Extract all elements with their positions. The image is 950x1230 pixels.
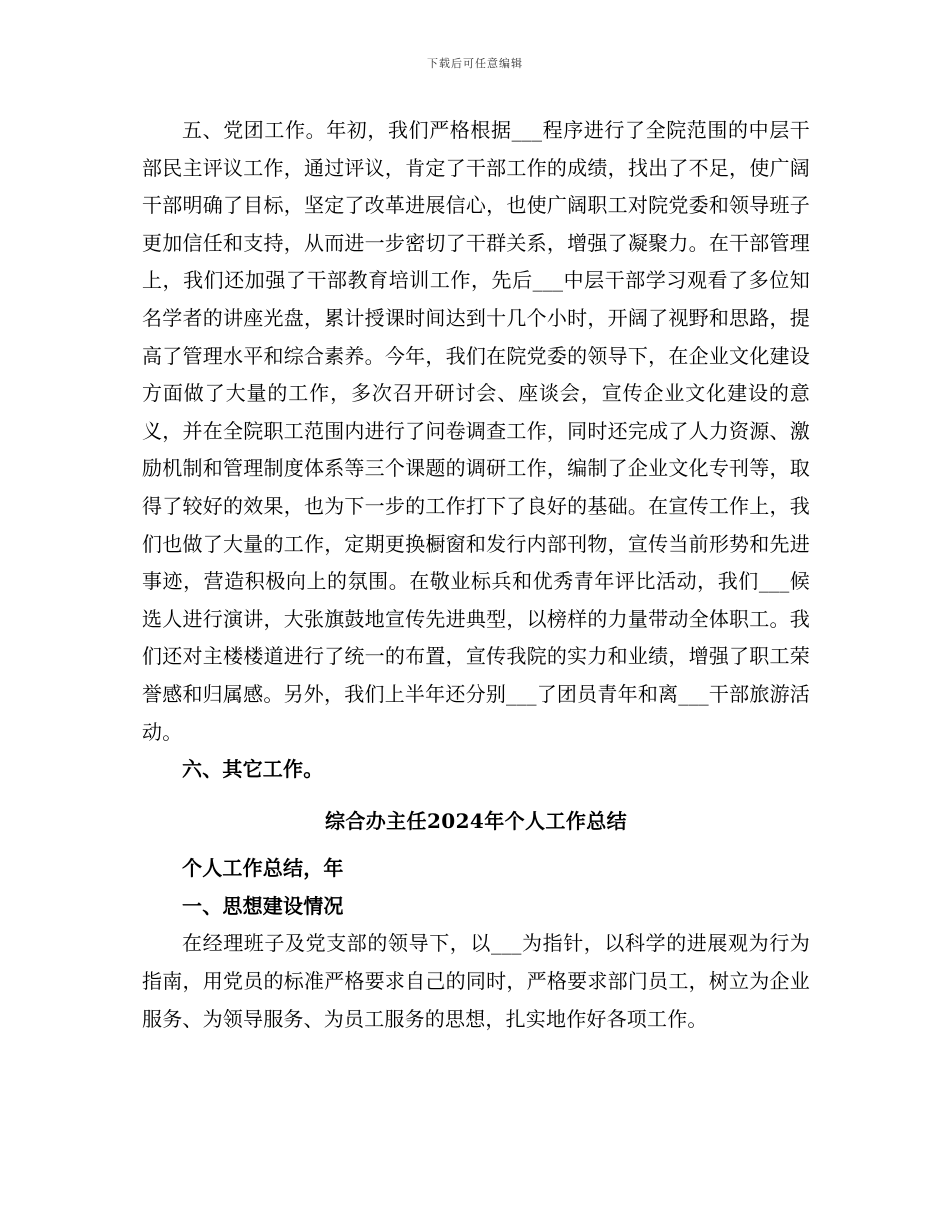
- header-note: 下载后可任意编辑: [427, 57, 523, 70]
- section-six-heading: 六、其它工作。: [182, 757, 324, 782]
- document-title: 综合办主任2024年个人工作总结: [324, 808, 628, 833]
- section-five-paragraph: 五、党团工作。年初，我们严格根据___程序进行了全院范围的中层干部民主评议工作，通过评议，肯定了干部工作的成绩，找出了不足，使广阔干部明确了目标，坚定了改革进展信心，也使广阔职工对院党委和领导班子更加信任和支持，从而进一步密切了干群关系，增强了凝聚力。在干部管理上，我们还加强了干部教育培训工作，先后___中层干部学习观看了多位知名学者的讲座光盘，累计授课时间达到十几个小时，开阔了视野和思路，提高了管理水平和综合素养。今年，我们在院党委的领导下，在企业文化建设方面做了大量的工作，多次召开研讨会、座谈会，宣传企业文化建设的意义，并在全院职工范围内进行了问卷调查工作，同时还完成了人力资源、激励机制和管理制度体系等三个课题的调研工作，编制了企业文化专刊等，取得了较好的效果，也为下一步的工作打下了良好的基础。在宣传工作上，我们也做了大量的工作，定期更换橱窗和发行内部刊物，宣传当前形势和先进事迹，营造积极向上的氛围。在敬业标兵和优秀青年评比活动，我们___候选人进行演讲，大张旗鼓地宣传先进典型，以榜样的力量带动全体职工。我们还对主楼楼道进行了统一的布置，宣传我院的实力和业绩，增强了职工荣誉感和归属感。另外，我们上半年还分别___了团员青年和离___干部旅游活动。: [142, 118, 810, 744]
- document-body: [142, 112, 810, 1038]
- section-one-heading: 一、思想建设情况: [182, 893, 344, 918]
- subtitle: 个人工作总结，年: [182, 856, 344, 881]
- section-one-paragraph: 在经理班子及党支部的领导下，以___为指针，以科学的进展观为行为指南，用党员的标准严格要求自己的同时，严格要求部门员工，树立为企业服务、为领导服务、为员工服务的思想，扎实地作好各项工作。: [142, 931, 810, 1031]
